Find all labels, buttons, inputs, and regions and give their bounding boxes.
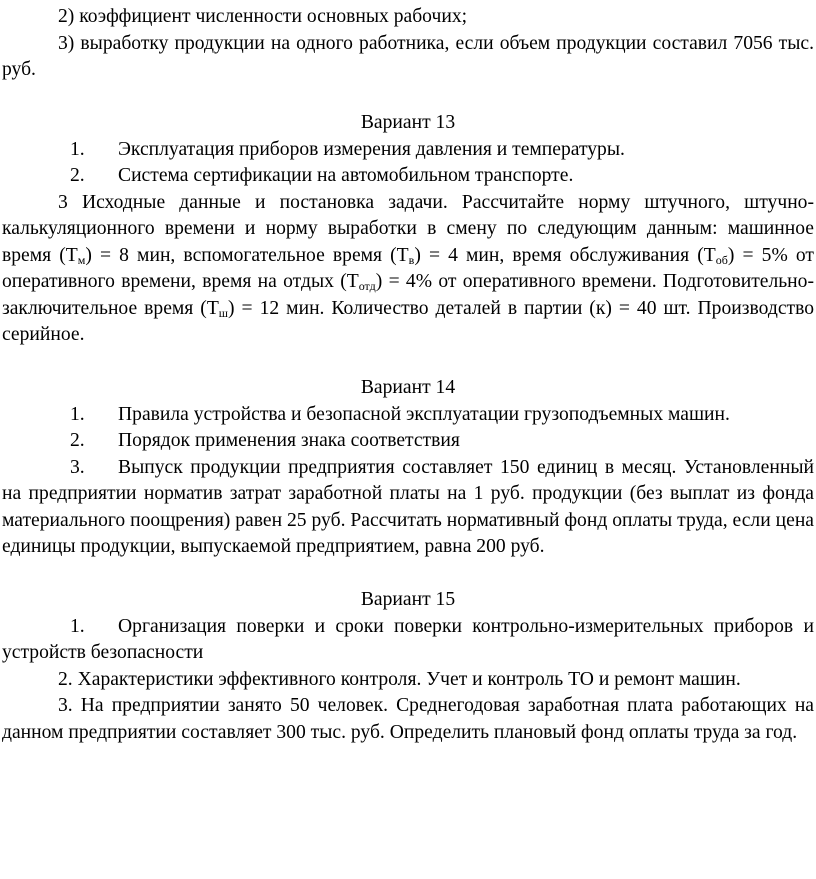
subscript: в — [408, 252, 415, 267]
subscript: м — [77, 252, 86, 267]
variant-15-item-1 — [2, 614, 814, 667]
item-number: 3. — [70, 456, 85, 478]
variant-13-title: Вариант 13 — [360, 112, 456, 133]
variant-14-item-3 — [2, 455, 814, 561]
task-text: ) = 4 мин, время обслуживания (Т — [414, 244, 716, 266]
item-text: Правила устройства и безопасной эксплуатации грузоподъемных машин. — [118, 403, 730, 425]
item-number: 1. — [70, 403, 85, 425]
spacer — [2, 561, 814, 588]
subscript: об — [715, 252, 728, 267]
item-text: Выпуск продукции предприятия составляет 150 единиц в месяц. Установленный на предприятии норматив затрат заработной платы на 1 руб. продукции (без выплат из фонда материального поощрения) равен 25 руб. Рассчитать нормативный фонд оплаты труда, если цена единицы продукции, выпускаемой предприятием, равна 200 руб. — [2, 456, 814, 557]
top-line-3: 3) выработку продукции на одного работника, если объем продукции составил 7056 тыс. руб. — [2, 32, 814, 80]
variant-14-item-2 — [2, 428, 814, 455]
variant-13-task-3 — [2, 190, 814, 349]
variant-13-item-2 — [2, 163, 814, 190]
item-text: Эксплуатация приборов измерения давления и температуры. — [118, 138, 625, 160]
subscript: отд — [358, 279, 376, 293]
item-number: 1. — [70, 615, 85, 637]
variant-13-item-1 — [2, 137, 814, 164]
task-text: 3 Исходные данные и постановка задачи. Рассчитайте норму штучного, штучно-калькуляционного времени и норму выработки в смену по следующим данным: машинное время (Т — [2, 191, 814, 266]
item-number: 1. — [70, 138, 85, 160]
task-text: ) = 8 мин, вспомогательное время (Т — [85, 244, 409, 266]
variant-15-title: Вариант 15 — [360, 589, 456, 610]
item-number: 2. — [70, 430, 85, 451]
variant-14-title: Вариант 14 — [360, 377, 456, 398]
spacer — [2, 84, 814, 111]
item-text: Порядок применения знака соответствия — [118, 430, 460, 451]
subscript: ш — [218, 305, 229, 320]
task-text: ) = 5% от оперативного времени, время на отдых (Т — [2, 244, 814, 292]
item-number: 2. — [70, 165, 85, 186]
item-text: Система сертификации на автомобильном транспорте. — [118, 165, 574, 186]
variant-14-item-1 — [2, 402, 814, 429]
variant-15-item-3: 3. На предприятии занято 50 человек. Среднегодовая заработная плата работающих на данном предприятии составляет 300 тыс. руб. Определить плановый фонд оплаты труда за год. — [2, 695, 814, 743]
variant-15-item-2: 2. Характеристики эффективного контроля. Учет и контроль ТО и ремонт машин. — [58, 668, 741, 690]
top-line-2: 2) коэффициент численности основных рабочих; — [58, 6, 468, 27]
spacer — [2, 349, 814, 376]
item-text: Организация поверки и сроки поверки контрольно-измерительных приборов и устройств безопасности — [2, 615, 814, 663]
task-text: ) = 4% от оперативного времени. Подготовительно-заключительное время (Т — [2, 271, 814, 319]
task-text: ) = 12 мин. Количество деталей в партии (к) = 40 шт. Производство серийное. — [2, 297, 814, 345]
